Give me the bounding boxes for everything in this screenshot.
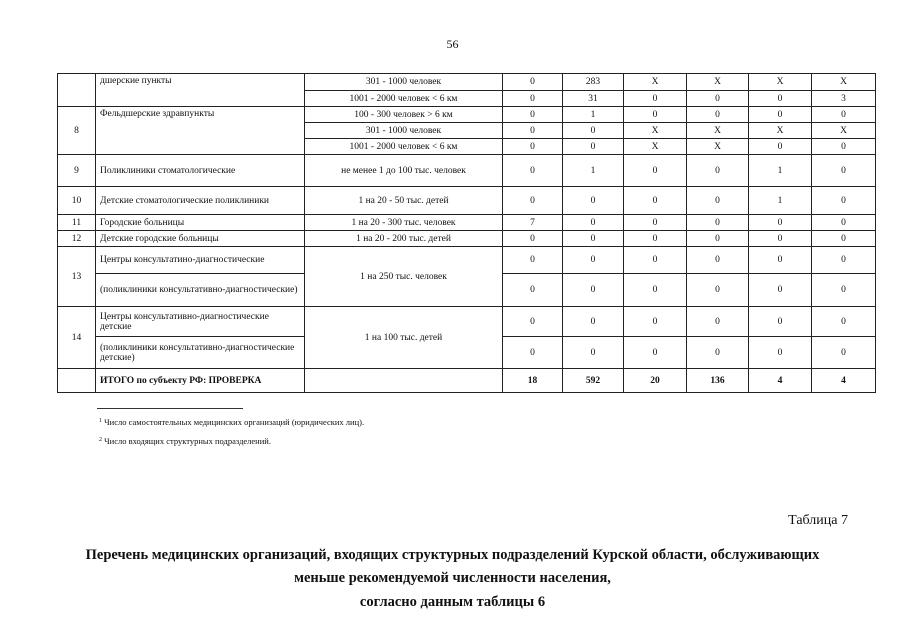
norm-cell: 1 на 100 тыс. детей [305, 307, 503, 369]
total-row [58, 369, 876, 393]
norm-cell: 1001 - 2000 человек < 6 км [305, 91, 503, 107]
value-cell: 0 [687, 231, 749, 247]
value-cell: X [749, 123, 812, 139]
value-cell: X [812, 74, 876, 91]
value-cell: 0 [503, 247, 563, 274]
footnote-divider [97, 408, 243, 409]
value-cell: 0 [812, 307, 876, 337]
page-number: 56 [446, 37, 459, 51]
org-name: Поликлиники стоматологические [96, 155, 305, 187]
norm-cell: 1001 - 2000 человек < 6 км [305, 139, 503, 155]
org-name: Городские больницы [96, 215, 305, 231]
total-value: 592 [563, 369, 624, 393]
value-cell: X [624, 74, 687, 91]
value-cell: 0 [624, 187, 687, 215]
document-heading-line2: меньше рекомендуемой численности населения, [294, 570, 611, 586]
row-number: 9 [58, 155, 96, 187]
value-cell: 0 [624, 107, 687, 123]
norm-cell: не менее 1 до 100 тыс. человек [305, 155, 503, 187]
row-number: 12 [58, 231, 96, 247]
row-number: 10 [58, 187, 96, 215]
value-cell: X [624, 139, 687, 155]
value-cell: 0 [687, 187, 749, 215]
value-cell: X [687, 139, 749, 155]
total-value: 4 [812, 369, 876, 393]
value-cell: 0 [812, 215, 876, 231]
table-row [58, 215, 876, 231]
value-cell: 0 [624, 91, 687, 107]
footnote-2 [99, 436, 271, 446]
value-cell: 0 [563, 247, 624, 274]
document-heading-line3: согласно данным таблицы 6 [359, 594, 546, 610]
row-number: 14 [58, 307, 96, 369]
value-cell: 0 [749, 307, 812, 337]
value-cell: 0 [687, 107, 749, 123]
row-number: 8 [58, 107, 96, 155]
value-cell: 0 [812, 247, 876, 274]
table-row [58, 231, 876, 247]
value-cell: 7 [503, 215, 563, 231]
value-cell: 0 [563, 307, 624, 337]
total-value: 4 [749, 369, 812, 393]
value-cell: 0 [503, 307, 563, 337]
value-cell: 0 [624, 247, 687, 274]
value-cell: 0 [749, 274, 812, 307]
value-cell: 0 [812, 155, 876, 187]
org-name: Детские стоматологические поликлиники [96, 187, 305, 215]
value-cell: 0 [563, 123, 624, 139]
norm-cell: 100 - 300 человек > 6 км [305, 107, 503, 123]
table-row [58, 107, 876, 123]
footnote-mark: 2 [99, 437, 102, 443]
value-cell: 0 [749, 337, 812, 369]
value-cell: 0 [687, 337, 749, 369]
value-cell: 0 [624, 307, 687, 337]
value-cell: 0 [749, 231, 812, 247]
value-cell: 0 [563, 274, 624, 307]
value-cell: 0 [503, 91, 563, 107]
value-cell: 0 [687, 215, 749, 231]
value-cell: 1 [563, 107, 624, 123]
value-cell: 0 [812, 107, 876, 123]
value-cell: 1 [749, 187, 812, 215]
total-label: ИТОГО по субъекту РФ: ПРОВЕРКА [96, 369, 305, 393]
value-cell: 0 [503, 74, 563, 91]
value-cell: 0 [624, 274, 687, 307]
value-cell: 0 [687, 91, 749, 107]
footnote-text: Число самостоятельных медицинских организаций (юридических лиц). [104, 417, 365, 427]
value-cell: 0 [687, 307, 749, 337]
value-cell: 0 [563, 215, 624, 231]
value-cell: 0 [812, 187, 876, 215]
footnote-text: Число входящих структурных подразделений. [104, 436, 271, 446]
norm-cell: 301 - 1000 человек [305, 74, 503, 91]
norm-cell: 1 на 20 - 300 тыс. человек [305, 215, 503, 231]
value-cell: 3 [812, 91, 876, 107]
norm-cell: 1 на 250 тыс. человек [305, 247, 503, 307]
value-cell: 0 [749, 247, 812, 274]
value-cell: 0 [503, 231, 563, 247]
value-cell: 0 [624, 231, 687, 247]
value-cell: 0 [503, 155, 563, 187]
value-cell: 0 [687, 155, 749, 187]
value-cell: X [687, 74, 749, 91]
footnote-1 [99, 417, 364, 427]
value-cell: 1 [749, 155, 812, 187]
value-cell: 0 [503, 337, 563, 369]
value-cell: 0 [624, 337, 687, 369]
value-cell: 0 [812, 139, 876, 155]
value-cell: 31 [563, 91, 624, 107]
norm-cell: 1 на 20 - 200 тыс. детей [305, 231, 503, 247]
norm-cell: 1 на 20 - 50 тыс. детей [305, 187, 503, 215]
value-cell: 0 [503, 187, 563, 215]
org-name: Центры консультативно-диагностические детские [96, 307, 305, 337]
org-name: Фельдшерские здравпункты [96, 107, 305, 155]
org-name-detail: (поликлиники консультативно-диагностические) [96, 274, 305, 307]
value-cell: 0 [563, 337, 624, 369]
table-label: Таблица 7 [788, 513, 848, 528]
row-number: 13 [58, 247, 96, 307]
value-cell: 0 [812, 337, 876, 369]
value-cell: 0 [624, 215, 687, 231]
value-cell: 0 [749, 139, 812, 155]
value-cell: 0 [624, 155, 687, 187]
value-cell: 0 [503, 274, 563, 307]
value-cell: 0 [503, 139, 563, 155]
value-cell: 0 [812, 231, 876, 247]
value-cell: 0 [687, 247, 749, 274]
value-cell: 283 [563, 74, 624, 91]
value-cell: X [687, 123, 749, 139]
total-value: 20 [624, 369, 687, 393]
medical-organizations-table [57, 73, 876, 393]
value-cell: 0 [749, 107, 812, 123]
row-number: 11 [58, 215, 96, 231]
value-cell: 0 [687, 274, 749, 307]
footnote-mark: 1 [99, 418, 102, 424]
value-cell: 0 [503, 107, 563, 123]
org-name-detail: (поликлиники консультативно-диагностические детские) [96, 337, 305, 369]
total-value: 136 [687, 369, 749, 393]
total-value: 18 [503, 369, 563, 393]
value-cell: 0 [503, 123, 563, 139]
document-heading-line1: Перечень медицинских организаций, входящих структурных подразделений Курской области, обслуживающих [85, 547, 820, 563]
table-row [58, 155, 876, 187]
norm-cell: 301 - 1000 человек [305, 123, 503, 139]
value-cell: X [624, 123, 687, 139]
value-cell: 0 [563, 139, 624, 155]
table-row [58, 307, 876, 337]
org-name: дшерские пункты [96, 74, 305, 107]
value-cell: 0 [563, 187, 624, 215]
value-cell: 0 [749, 91, 812, 107]
table-row [58, 187, 876, 215]
table-row [58, 247, 876, 274]
table-row [58, 74, 876, 91]
value-cell: 0 [563, 231, 624, 247]
value-cell: 0 [812, 274, 876, 307]
org-name: Центры консультатино-диагностические [96, 247, 305, 274]
value-cell: 1 [563, 155, 624, 187]
value-cell: X [749, 74, 812, 91]
value-cell: X [812, 123, 876, 139]
value-cell: 0 [749, 215, 812, 231]
org-name: Детские городские больницы [96, 231, 305, 247]
